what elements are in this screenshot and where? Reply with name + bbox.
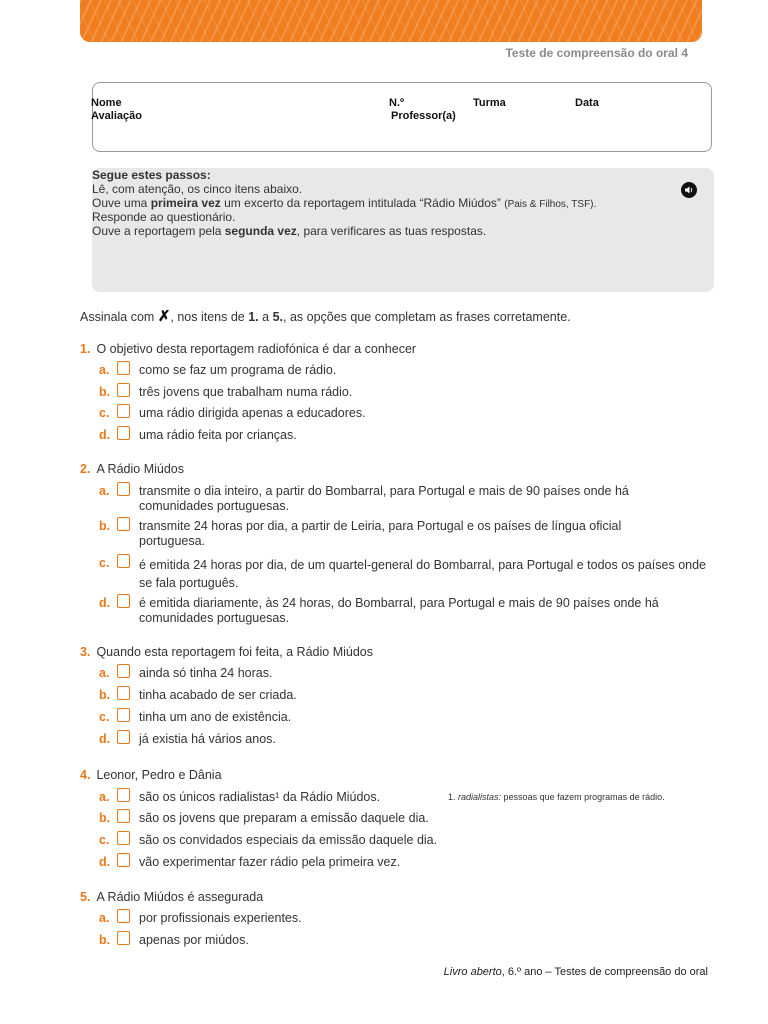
test-title: Teste de compreensão do oral 4 bbox=[505, 46, 688, 60]
checkbox[interactable] bbox=[117, 708, 130, 722]
header-band bbox=[80, 0, 702, 42]
checkbox[interactable] bbox=[117, 517, 130, 531]
steps-box bbox=[92, 168, 714, 292]
checkbox[interactable] bbox=[117, 404, 130, 418]
teacher-label: Professor(a) bbox=[391, 110, 456, 122]
checkbox[interactable] bbox=[117, 831, 130, 845]
cross-mark-icon: ✗ bbox=[157, 308, 171, 325]
step-3: Responde ao questionário. bbox=[92, 210, 236, 224]
checkbox[interactable] bbox=[117, 853, 130, 867]
page-footer: Livro aberto, 6.º ano – Testes de compreensão do oral bbox=[443, 966, 708, 978]
checkbox[interactable] bbox=[117, 664, 130, 678]
checkbox[interactable] bbox=[117, 554, 130, 568]
date-label: Data bbox=[575, 97, 599, 109]
checkbox[interactable] bbox=[117, 909, 130, 923]
steps-title: Segue estes passos: bbox=[92, 168, 211, 182]
footnote: 1. radialistas: pessoas que fazem programas de rádio. bbox=[448, 792, 665, 802]
step-2: Ouve uma primeira vez um excerto da reportagem intitulada “Rádio Miúdos” (Pais & Filhos, TSF). bbox=[92, 196, 597, 210]
checkbox[interactable] bbox=[117, 730, 130, 744]
question-2: 2. A Rádio Miúdos bbox=[80, 462, 184, 476]
student-info-box bbox=[92, 82, 712, 152]
checkbox[interactable] bbox=[117, 788, 130, 802]
audio-speaker-icon[interactable] bbox=[681, 182, 697, 198]
steps-text bbox=[92, 168, 596, 238]
checkbox[interactable] bbox=[117, 931, 130, 945]
checkbox[interactable] bbox=[117, 482, 130, 496]
number-label: N.º bbox=[389, 97, 405, 109]
step-1: Lê, com atenção, os cinco itens abaixo. bbox=[92, 182, 303, 196]
checkbox[interactable] bbox=[117, 426, 130, 440]
class-label: Turma bbox=[473, 97, 506, 109]
checkbox[interactable] bbox=[117, 383, 130, 397]
question-5: 5. A Rádio Miúdos é assegurada bbox=[80, 890, 264, 904]
checkbox[interactable] bbox=[117, 594, 130, 608]
checkbox[interactable] bbox=[117, 686, 130, 700]
checkbox[interactable] bbox=[117, 361, 130, 375]
question-4: 4. Leonor, Pedro e Dânia bbox=[80, 768, 222, 782]
step-4: Ouve a reportagem pela segunda vez, para verificares as tuas respostas. bbox=[92, 224, 487, 238]
name-label: Nome bbox=[91, 97, 122, 109]
evaluation-label: Avaliação bbox=[91, 110, 142, 122]
instruction-text: Assinala com ✗, nos itens de 1. a 5., as opções que completam as frases corretamente. bbox=[80, 308, 571, 325]
question-1: 1. O objetivo desta reportagem radiofónica é dar a conhecer bbox=[80, 342, 417, 356]
checkbox[interactable] bbox=[117, 809, 130, 823]
question-3: 3. Quando esta reportagem foi feita, a Rádio Miúdos bbox=[80, 645, 373, 659]
